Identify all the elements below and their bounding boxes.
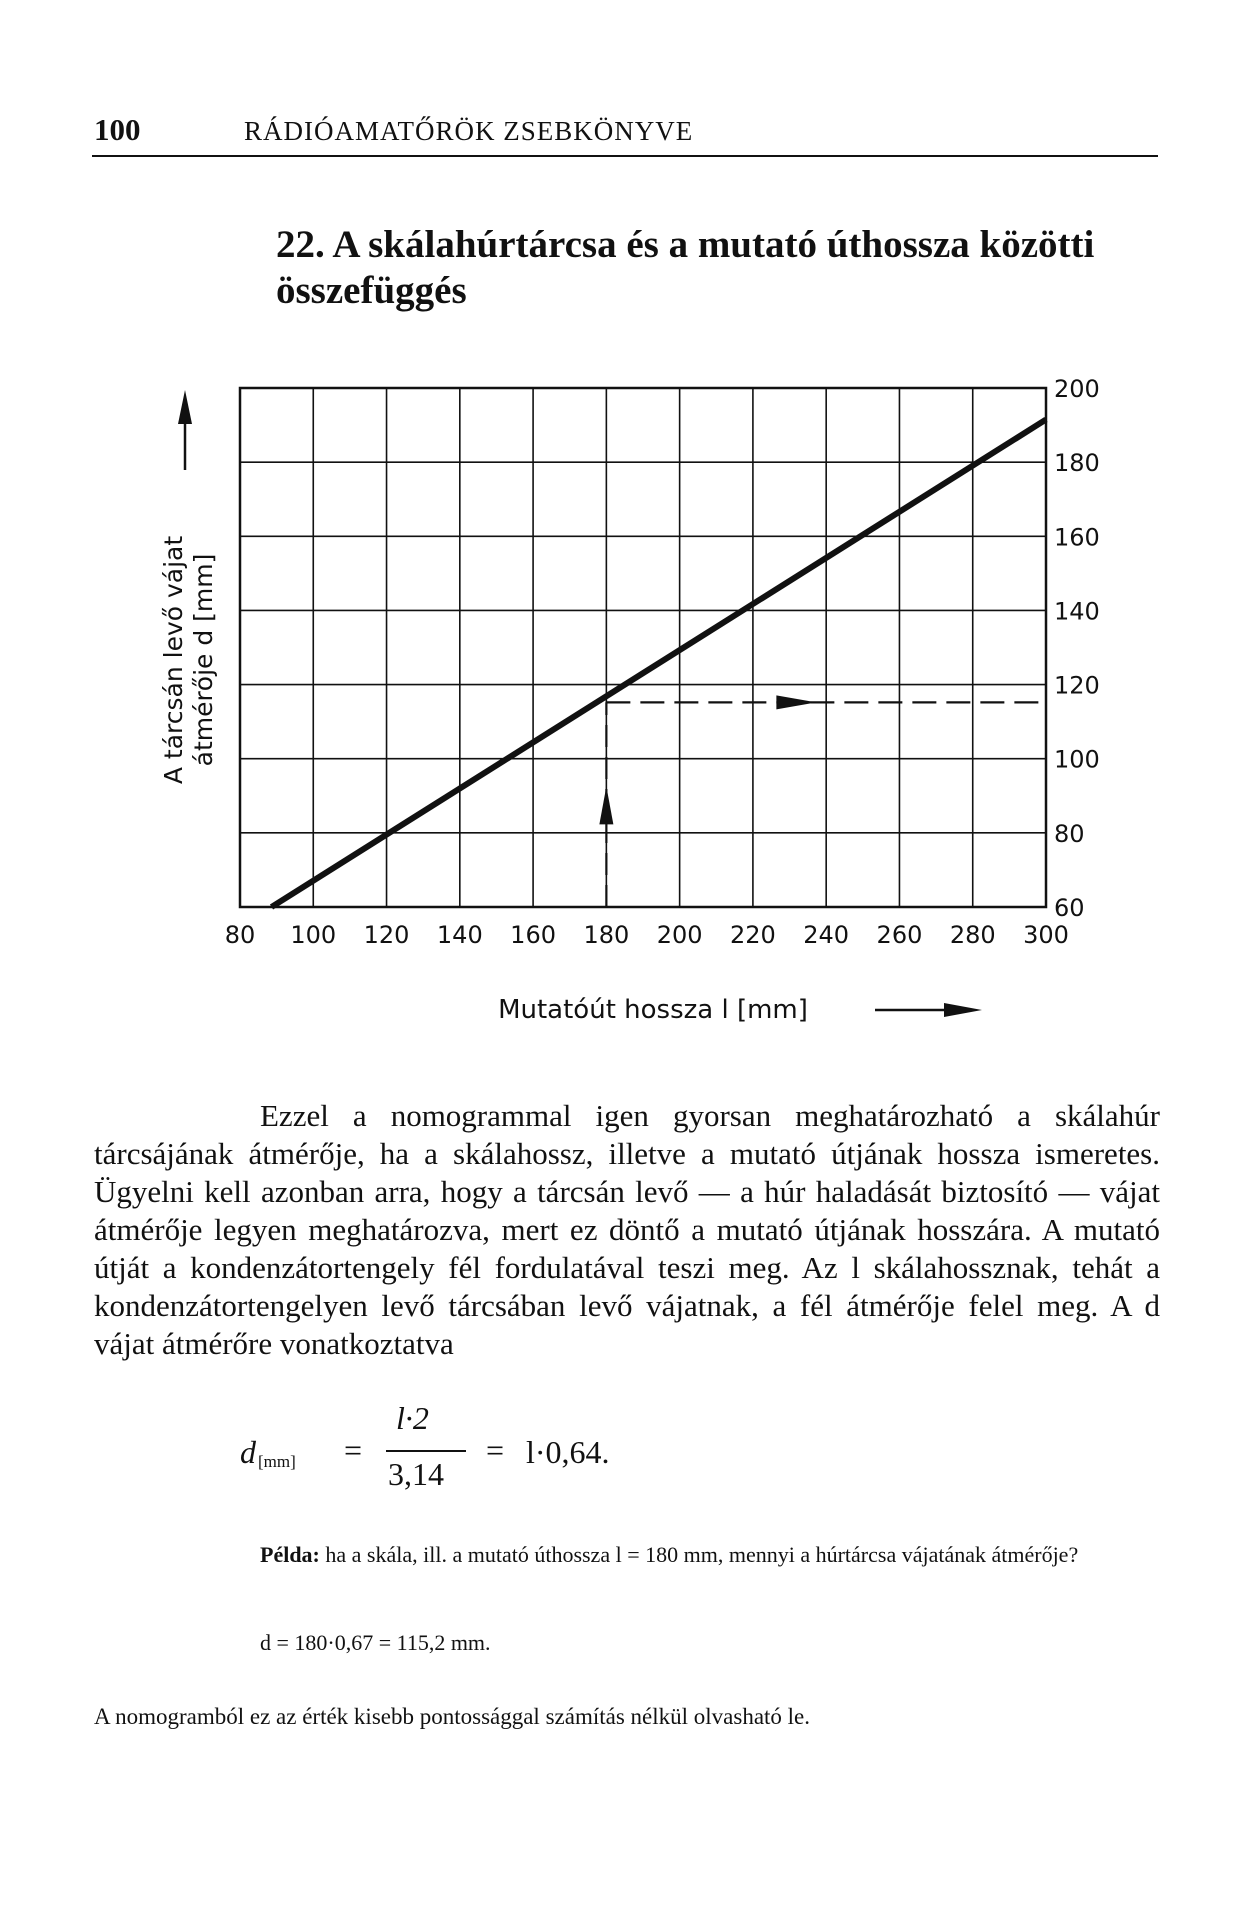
example-block: [94, 1540, 1160, 1570]
x-axis-label-group: [498, 995, 982, 1025]
formula-numerator: l·2: [396, 1400, 429, 1436]
y-tick-label: 120: [1054, 671, 1100, 700]
x-tick-label: 80: [224, 921, 256, 949]
formula-fraction-bar: [386, 1450, 466, 1452]
example-label: Példa:: [260, 1542, 320, 1567]
conclusion-text: A nomogramból ez az érték kisebb pontossággal számítás nélkül olvasható le.: [94, 1704, 811, 1729]
plot-frame: [240, 388, 1046, 907]
y-tick-label: 160: [1054, 523, 1100, 552]
y-tick-label: 180: [1054, 449, 1100, 478]
y-tick-label: 80: [1054, 819, 1085, 848]
series-line: [272, 420, 1046, 907]
formula-equals-2: =: [486, 1432, 505, 1468]
example-text: ha a skála, ill. a mutató úthossza l = 180 mm, mennyi a húrtárcsa vájatának átmérője?: [325, 1542, 1079, 1567]
x-tick-label: 240: [803, 921, 850, 949]
body-paragraph-text: Ezzel a nomogrammal igen gyorsan meghatározható a skálahúr tárcsájának átmérője, ha a skálahossz, illetve a mutató útjának hossza ismeretes. Ügyelni kell azonban arra, hogy a tárcsán levő — a húr haladását biztosító — vájat átmérője legyen meghatározva, mert ez döntő a mutató útjának hosszára. A mutató útját a kondenzátortengely fél fordulatával teszi meg. Az l skálahossznak, tehát a kondenzátortengelyen levő tárcsában levő vájatnak, a fél átmérője felel meg. A d vájat átmérőre vonatkoztatva: [94, 1098, 1160, 1361]
formula-lhs-var: d: [240, 1434, 256, 1470]
figure-title: 22. A skálahúrtárcsa és a mutató úthossza közötti összefüggés: [276, 223, 1095, 312]
x-tick-label: 220: [730, 921, 776, 949]
y-axis-label-line2: átmérője d [mm]: [189, 553, 218, 767]
y-axis-label-line1: A tárcsán levő vájat: [159, 535, 188, 785]
y-tick-label: 60: [1054, 894, 1085, 922]
y-tick-label: 100: [1054, 745, 1100, 774]
body-paragraph: [94, 1097, 1160, 1363]
chart-series: [272, 420, 1046, 907]
y-tick-label: 140: [1054, 597, 1100, 626]
formula: [240, 1400, 840, 1498]
example-calculation: d = 180·0,67 = 115,2 mm.: [260, 1630, 491, 1655]
y-tick-label: 200: [1054, 375, 1100, 403]
y-axis-arrow-head: [178, 390, 192, 424]
x-tick-label: 120: [363, 921, 410, 949]
x-axis-label: Mutatóút hossza l [mm]: [498, 995, 808, 1025]
formula-equals-1: =: [344, 1432, 363, 1468]
running-title: RÁDIÓAMATŐRÖK ZSEBKÖNYVE: [244, 116, 694, 146]
chart-grid: [240, 388, 1046, 907]
example-horizontal-arrow: [776, 695, 816, 709]
x-tick-label: 300: [1023, 921, 1069, 949]
x-tick-label: 260: [876, 921, 923, 949]
x-tick-label: 160: [510, 921, 556, 949]
formula-rhs: l·0,64.: [526, 1434, 610, 1470]
x-tick-label: 280: [949, 921, 996, 949]
x-tick-label: 180: [583, 921, 630, 949]
x-axis-arrow-head: [944, 1003, 982, 1017]
y-axis-label-group: [159, 390, 218, 784]
formula-lhs-subscript: [mm]: [258, 1452, 296, 1471]
x-tick-label: 100: [290, 921, 337, 949]
example-vertical-arrow: [599, 786, 613, 824]
example-paragraph: [94, 1540, 1160, 1570]
formula-denominator: 3,14: [388, 1456, 444, 1492]
x-tick-label: 140: [436, 921, 483, 949]
x-tick-label: 200: [656, 921, 703, 949]
page-number: 100: [94, 112, 141, 147]
